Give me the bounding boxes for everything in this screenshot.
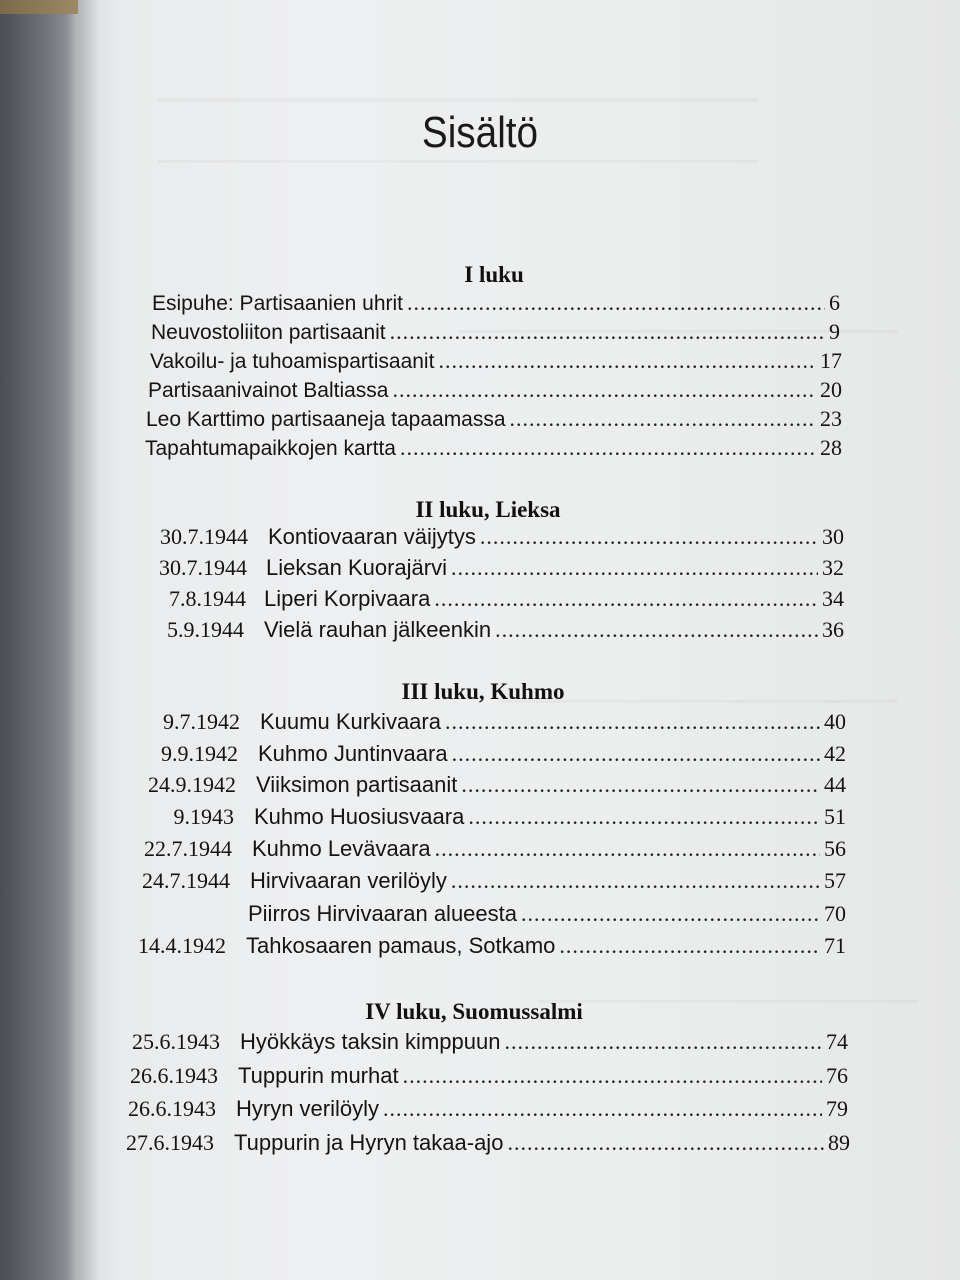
toc-entry: [112, 836, 846, 862]
dot-leader: [510, 406, 816, 432]
entry-page: 23: [820, 406, 842, 431]
entry-date: 14.4.1942: [138, 933, 226, 958]
page-gutter-shadow: [78, 0, 100, 1280]
toc-entry: [106, 933, 846, 959]
dot-leader: [451, 555, 818, 581]
entry-page: 28: [820, 435, 842, 460]
entry-page: 36: [822, 617, 844, 642]
dot-leader: [507, 1130, 824, 1156]
entry-title: Kuhmo Levävaara: [252, 836, 431, 861]
toc-entry: [134, 617, 844, 643]
toc-entry: [118, 741, 846, 767]
toc-entry: [137, 555, 844, 581]
show-through-shadow: [538, 1000, 918, 1003]
entry-title: Hyökkäys taksin kimppuun: [240, 1029, 501, 1054]
toc-entry: [116, 772, 846, 798]
entry-title: Lieksan Kuorajärvi: [266, 555, 447, 580]
dot-leader: [434, 586, 818, 612]
entry-page: 57: [824, 868, 846, 893]
entry-page: 74: [826, 1029, 848, 1054]
page-title: Sisältö: [421, 108, 539, 157]
show-through-shadow: [158, 98, 758, 102]
toc-entry: [145, 435, 842, 461]
toc-entry: [104, 1029, 848, 1055]
dot-leader: [403, 1063, 822, 1089]
entry-page: 9: [829, 319, 840, 344]
dot-leader: [559, 933, 820, 959]
entry-title: Partisaanivainot Baltiassa: [148, 379, 389, 402]
section-heading-3: III luku, Kuhmo: [401, 679, 565, 704]
entry-page: 79: [826, 1096, 848, 1121]
entry-page: 76: [826, 1063, 848, 1088]
entry-page: 89: [828, 1130, 850, 1155]
dot-leader: [468, 804, 820, 830]
entry-title: Tuppurin ja Hyryn takaa-ajo: [234, 1130, 504, 1155]
entry-title: Leo Karttimo partisaaneja tapaamassa: [146, 408, 506, 431]
toc-entry: [150, 348, 842, 374]
dot-leader: [495, 617, 818, 643]
dot-leader: [452, 741, 820, 767]
entry-page: 32: [822, 555, 844, 580]
entry-date: 25.6.1943: [132, 1029, 220, 1054]
dot-leader: [480, 524, 818, 550]
entry-page: 34: [822, 586, 844, 611]
dot-leader: [392, 377, 816, 403]
toc-entry: [146, 406, 842, 432]
entry-date: 27.6.1943: [126, 1130, 214, 1155]
entry-date: 5.9.1944: [167, 617, 244, 642]
dot-leader: [383, 1096, 822, 1122]
entry-date: 24.7.1944: [142, 868, 230, 893]
toc-entry: [114, 804, 846, 830]
entry-title: Piirros Hirvivaaran alueesta: [248, 901, 517, 926]
toc-entry: [110, 868, 846, 894]
section-heading-2: II luku, Lieksa: [415, 497, 561, 522]
entry-page: 71: [824, 933, 846, 958]
entry-title: Kuhmo Juntinvaara: [258, 741, 448, 766]
entry-title: Hirvivaaran verilöyly: [250, 868, 447, 893]
dot-leader: [445, 709, 820, 735]
show-through-shadow: [158, 160, 758, 163]
entry-page: 44: [824, 772, 846, 797]
entry-date: 9.9.1942: [161, 741, 238, 766]
entry-page: 20: [820, 377, 842, 402]
toc-entry: [138, 524, 844, 550]
dot-leader: [400, 435, 816, 461]
entry-title: Vakoilu- ja tuhoamispartisaanit: [150, 350, 435, 373]
entry-title: Vielä rauhan jälkeenkin: [264, 617, 492, 642]
entry-date: 30.7.1944: [159, 555, 247, 580]
entry-date: 22.7.1944: [144, 836, 232, 861]
toc-entry: [148, 377, 842, 403]
entry-page: 17: [820, 348, 842, 373]
entry-title: Neuvostoliiton partisaanit: [151, 321, 386, 344]
section-heading-1: I luku: [464, 262, 524, 287]
entry-title: Liperi Korpivaara: [264, 586, 431, 611]
entry-page: 70: [824, 901, 846, 926]
entry-title: Kontiovaaran väijytys: [268, 524, 476, 549]
entry-page: 40: [824, 709, 846, 734]
toc-entry: [136, 586, 844, 612]
entry-title: Tapahtumapaikkojen kartta: [145, 437, 396, 460]
book-spine: [0, 0, 78, 1280]
entry-date: 26.6.1943: [128, 1096, 216, 1121]
book-edge: [0, 0, 78, 14]
entry-title: Tahkosaaren pamaus, Sotkamo: [246, 933, 556, 958]
toc-entry: [108, 901, 846, 927]
toc-entry: [120, 709, 846, 735]
entry-title: Esipuhe: Partisaanien uhrit: [152, 292, 403, 315]
dot-leader: [438, 348, 816, 374]
entry-title: Hyryn verilöyly: [236, 1096, 380, 1121]
toc-entry: [98, 1130, 850, 1156]
entry-title: Viiksimon partisaanit: [256, 772, 458, 797]
toc-entry: [152, 290, 840, 316]
entry-page: 30: [822, 524, 844, 549]
entry-date: 30.7.1944: [160, 524, 248, 549]
dot-leader: [461, 772, 820, 798]
entry-date: 7.8.1944: [169, 586, 246, 611]
dot-leader: [521, 901, 820, 927]
entry-date: 24.9.1942: [148, 772, 236, 797]
entry-page: 56: [824, 836, 846, 861]
entry-title: Kuumu Kurkivaara: [260, 709, 441, 734]
toc-entry: [151, 319, 840, 345]
entry-date: 9.7.1942: [163, 709, 240, 734]
dot-leader: [390, 319, 825, 345]
entry-date: 9.1943: [173, 804, 234, 829]
dot-leader: [435, 836, 820, 862]
dot-leader: [407, 290, 825, 316]
section-heading-4: IV luku, Suomussalmi: [365, 999, 583, 1024]
entry-title: Kuhmo Huosiusvaara: [254, 804, 465, 829]
entry-page: 42: [824, 741, 846, 766]
entry-date: 26.6.1943: [130, 1063, 218, 1088]
entry-page: 6: [829, 290, 840, 315]
dot-leader: [451, 868, 820, 894]
toc-entry: [102, 1063, 848, 1089]
entry-title: Tuppurin murhat: [238, 1063, 399, 1088]
dot-leader: [504, 1029, 822, 1055]
toc-entry: [100, 1096, 848, 1122]
entry-page: 51: [824, 804, 846, 829]
